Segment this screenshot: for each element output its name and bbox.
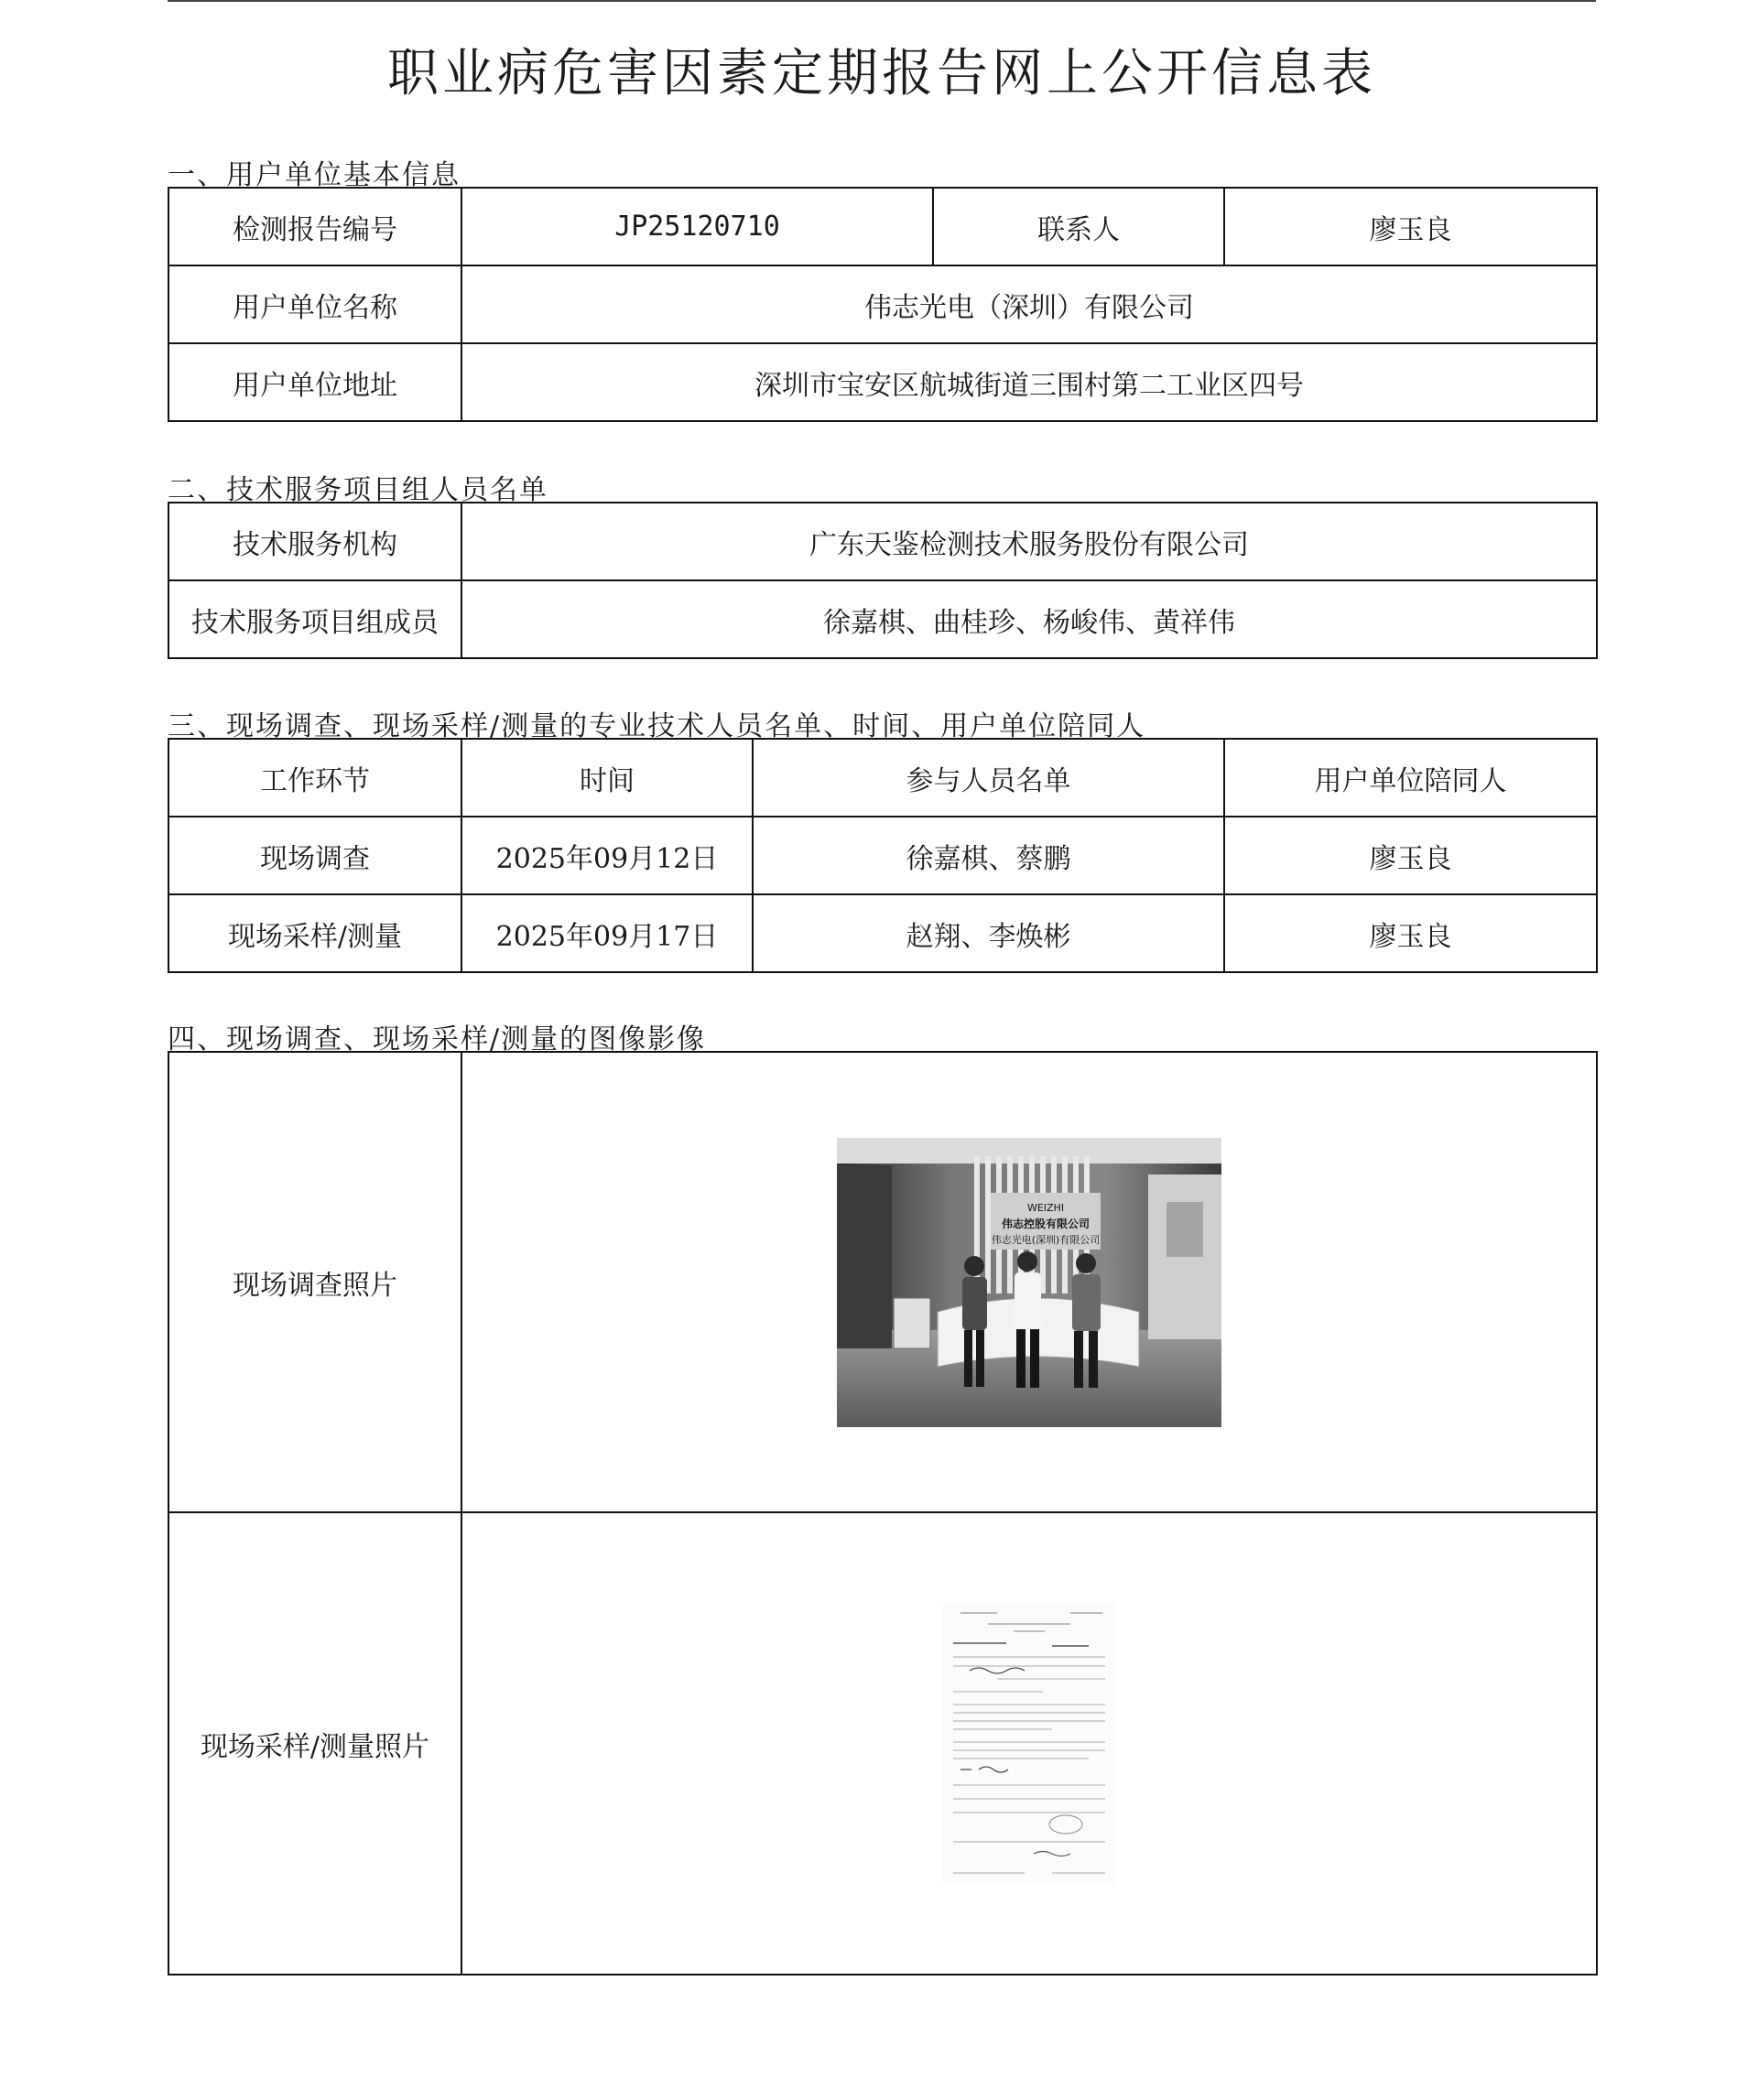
- personnel-cell: 赵翔、李焕彬: [753, 894, 1224, 972]
- team-table: [168, 502, 1598, 659]
- column-header: 工作环节: [168, 739, 461, 817]
- report-no-value: JP25120710: [461, 188, 933, 265]
- survey-photo-label: 现场调查照片: [168, 1052, 461, 1512]
- section1-heading: 一、用户单位基本信息: [168, 159, 461, 191]
- photos-table: [168, 1051, 1598, 1976]
- schedule-table: [168, 738, 1598, 973]
- section4-heading: 四、现场调查、现场采样/测量的图像影像: [168, 1023, 707, 1055]
- personnel-cell: 徐嘉棋、蔡鹏: [753, 817, 1224, 894]
- escort-cell: 廖玉良: [1224, 817, 1597, 894]
- sampling-photo-label: 现场采样/测量照片: [168, 1512, 461, 1975]
- table-row: [168, 894, 1597, 972]
- company-address-label: 用户单位地址: [168, 343, 461, 421]
- escort-cell: 廖玉良: [1224, 894, 1597, 972]
- signage-text: 伟志光电(深圳)有限公司: [991, 1233, 1101, 1246]
- date-cell: 2025年09月17日: [461, 894, 753, 972]
- top-rule: [168, 0, 1596, 2]
- column-header: 用户单位陪同人: [1224, 739, 1597, 817]
- stage-cell: 现场调查: [168, 817, 461, 894]
- agency-value: 广东天鉴检测技术服务股份有限公司: [461, 503, 1597, 580]
- table-row: [168, 817, 1597, 894]
- contact-value: 廖玉良: [1224, 188, 1597, 265]
- page-title: 职业病危害因素定期报告网上公开信息表: [387, 44, 1376, 103]
- company-address-value: 深圳市宝安区航城街道三围村第二工业区四号: [461, 343, 1597, 421]
- section3-heading: 三、现场调查、现场采样/测量的专业技术人员名单、时间、用户单位陪同人: [168, 710, 1146, 742]
- column-header: 时间: [461, 739, 753, 817]
- survey-photo-cell: [461, 1052, 1597, 1512]
- basic-info-table: [168, 187, 1598, 422]
- survey-photo: [837, 1138, 1221, 1427]
- report-no-label: 检测报告编号: [168, 188, 461, 265]
- column-header: 参与人员名单: [753, 739, 1224, 817]
- signage-text: 伟志控股有限公司: [1001, 1217, 1091, 1230]
- members-label: 技术服务项目组成员: [168, 580, 461, 658]
- agency-label: 技术服务机构: [168, 503, 461, 580]
- date-cell: 2025年09月12日: [461, 817, 753, 894]
- stage-cell: 现场采样/测量: [168, 894, 461, 972]
- sampling-photo-cell: [461, 1512, 1597, 1975]
- company-name-label: 用户单位名称: [168, 265, 461, 343]
- signage-text: WEIZHI: [1026, 1201, 1065, 1214]
- contact-label: 联系人: [933, 188, 1224, 265]
- members-value: 徐嘉棋、曲桂珍、杨峻伟、黄祥伟: [461, 580, 1597, 658]
- company-name-value: 伟志光电（深圳）有限公司: [461, 265, 1597, 343]
- table-header-row: [168, 739, 1597, 817]
- section2-heading: 二、技术服务项目组人员名单: [168, 474, 548, 506]
- sampling-document-photo: [942, 1602, 1116, 1886]
